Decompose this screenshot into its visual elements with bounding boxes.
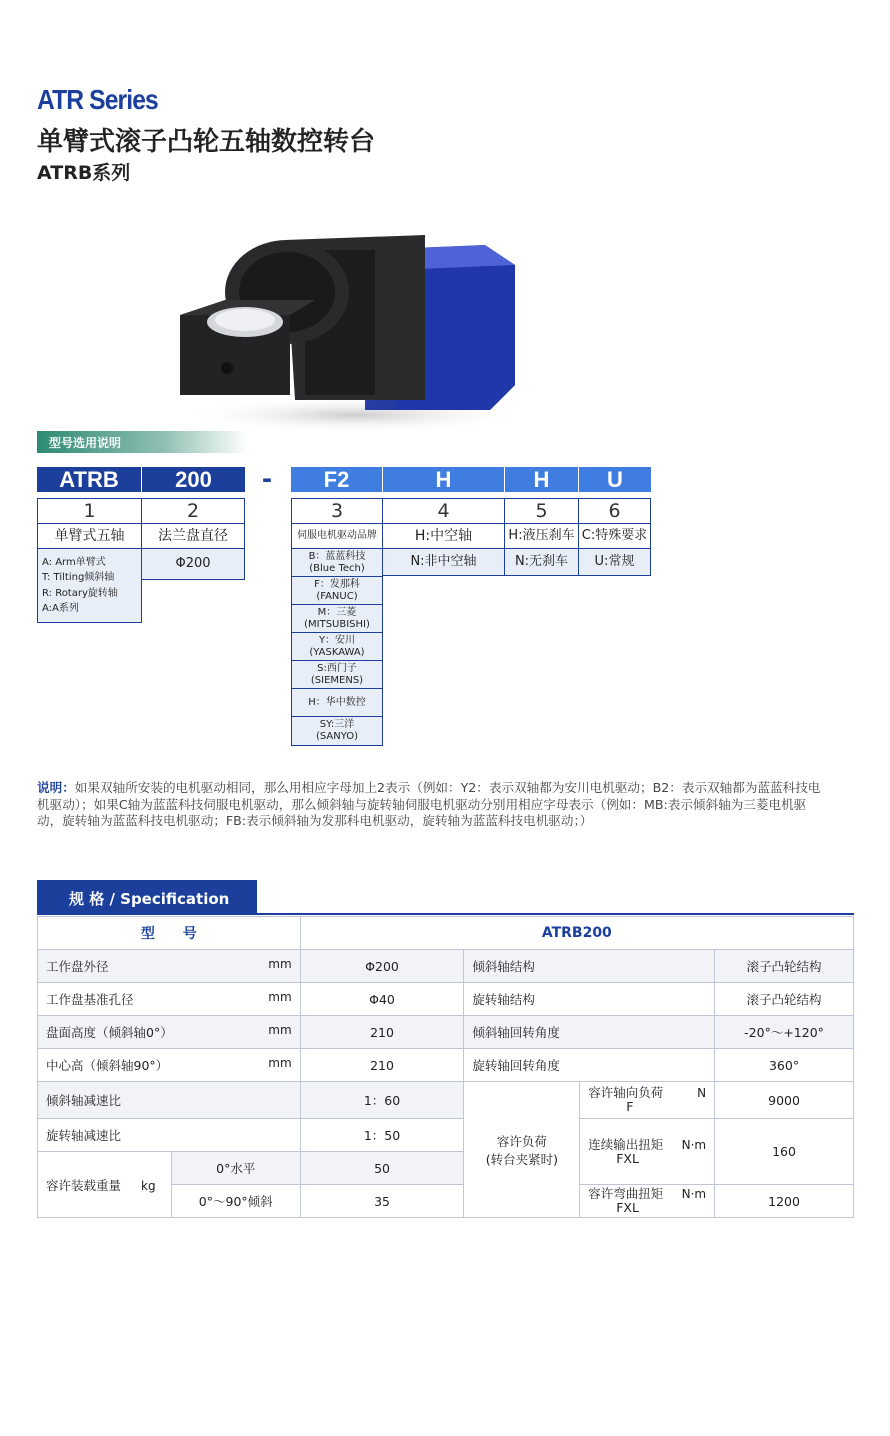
spec-value: 210 bbox=[300, 1016, 464, 1049]
spec-value-2: 360° bbox=[715, 1049, 854, 1082]
brand-mitsubishi bbox=[291, 604, 383, 633]
spec-name bbox=[38, 1016, 301, 1049]
model-label: 型 号 bbox=[38, 917, 301, 950]
position-3: 3 bbox=[291, 498, 383, 524]
load-unit: kg bbox=[141, 1178, 156, 1193]
note-text: 如果双轴所安装的电机驱动相同，那么用相应字母加上2表示（例如：Y2：表示双轴都为安川电机驱动；B2：表示双轴都为蓝蓝科技电机驱动）；如果C轴为蓝蓝科技伺服电机驱动，那么倾斜轴与旋转轴伺服电机驱动分别用相应字母表示（例如：MB:表示倾斜轴为三菱电机驱动，旋转轴为蓝蓝科技电机驱动；FB:表示倾斜轴为发那科电机驱动，旋转轴为蓝蓝科技电机驱动；） bbox=[37, 780, 821, 828]
col6-head: C:特殊要求 bbox=[578, 523, 651, 549]
col1-item: A:A系列 bbox=[42, 603, 79, 614]
col1-items bbox=[37, 548, 142, 623]
allow-item-value: 160 bbox=[715, 1119, 854, 1185]
brand-sanyo bbox=[291, 716, 383, 746]
spec-tab: 规 格 / Specification bbox=[37, 880, 257, 914]
allow-item-sym: FXL bbox=[616, 1200, 639, 1215]
product-image bbox=[165, 220, 530, 440]
load-h-label: 0°水平 bbox=[171, 1152, 300, 1185]
rot-ratio-name: 旋转轴减速比 bbox=[38, 1119, 301, 1152]
load-label: 容许装载重量 bbox=[46, 1177, 122, 1193]
position-4: 4 bbox=[382, 498, 505, 524]
allow-item-sym: F bbox=[626, 1099, 634, 1114]
spec-unit: mm bbox=[268, 1023, 292, 1037]
note-label: 说明： bbox=[37, 780, 75, 795]
spec-table bbox=[37, 916, 854, 1218]
table-row bbox=[38, 983, 854, 1016]
product-subtitle: ATRB系列 bbox=[37, 162, 131, 184]
model-value: ATRB200 bbox=[300, 917, 853, 950]
spec-label: 中心高（倾斜轴90°） bbox=[46, 1058, 169, 1073]
spec-name bbox=[38, 950, 301, 983]
spec-value-2: 滚子凸轮结构 bbox=[715, 950, 854, 983]
tilt-ratio-name: 倾斜轴减速比 bbox=[38, 1082, 301, 1119]
spec-unit: mm bbox=[268, 990, 292, 1004]
spec-name-2: 旋转轴回转角度 bbox=[464, 1049, 715, 1082]
code-f2: F2 bbox=[291, 467, 382, 492]
spec-value: Φ200 bbox=[300, 950, 464, 983]
series-title: ATR Series bbox=[37, 84, 158, 115]
code-h1: H bbox=[383, 467, 504, 492]
col2-value: Φ200 bbox=[141, 548, 245, 580]
spec-divider bbox=[37, 913, 854, 915]
brand-name: B：蓝蓝科技 bbox=[308, 550, 366, 562]
allow-item-unit: N bbox=[697, 1086, 707, 1100]
spec-value: Φ40 bbox=[300, 983, 464, 1016]
brand-blue-tech bbox=[291, 548, 383, 577]
allow-item-label: 连续输出扭矩 bbox=[588, 1136, 664, 1152]
spec-value-2: -20°～+120° bbox=[715, 1016, 854, 1049]
brand-en: (MITSUBISHI) bbox=[304, 618, 370, 630]
brand-en: (SANYO) bbox=[315, 731, 359, 742]
brand-en: (FANUC) bbox=[316, 590, 358, 602]
spec-label: 工作盘基准孔径 bbox=[46, 992, 134, 1007]
brand-en: (Blue Tech) bbox=[309, 562, 365, 574]
col2-head: 法兰盘直径 bbox=[141, 523, 245, 549]
brand-en: (YASKAWA) bbox=[309, 646, 365, 658]
code-u: U bbox=[579, 467, 651, 492]
spec-label: 工作盘外径 bbox=[46, 959, 109, 974]
brand-name: SY:三洋 bbox=[319, 719, 355, 730]
allow-item-value: 1200 bbox=[715, 1185, 854, 1218]
allow-item-unit: N·m bbox=[681, 1187, 707, 1201]
col1-head: 单臂式五轴 bbox=[37, 523, 142, 549]
brand-yaskawa bbox=[291, 632, 383, 661]
product-title: 单臂式滚子凸轮五轴数控转台 bbox=[37, 127, 376, 157]
allow-item-value: 9000 bbox=[715, 1082, 854, 1119]
load-t-value: 35 bbox=[300, 1185, 464, 1218]
table-row bbox=[38, 1049, 854, 1082]
col3-head: 伺服电机驱动品牌 bbox=[291, 523, 383, 549]
allow-item-sym: FXL bbox=[616, 1150, 639, 1166]
table-row bbox=[38, 1119, 854, 1152]
spec-name-2: 倾斜轴回转角度 bbox=[464, 1016, 715, 1049]
brand-en: (SIEMENS) bbox=[310, 674, 364, 686]
code-dash: - bbox=[262, 462, 272, 495]
code-h2: H bbox=[505, 467, 578, 492]
table-row bbox=[38, 1082, 854, 1119]
spec-name-2: 倾斜轴结构 bbox=[464, 950, 715, 983]
col4-value: N:非中空轴 bbox=[382, 548, 505, 576]
allow-item-label: 容许轴向负荷 bbox=[588, 1085, 664, 1100]
col1-item: T: Tilting倾斜轴 bbox=[42, 572, 115, 583]
col6-value: U:常规 bbox=[578, 548, 651, 576]
spec-unit: mm bbox=[268, 1056, 292, 1070]
brand-huazhong bbox=[291, 688, 383, 717]
col1-item: A: Arm单臂式 bbox=[42, 556, 106, 568]
rot-ratio-value: 1：50 bbox=[300, 1119, 464, 1152]
allow-load-sub: (转台夹紧时) bbox=[485, 1151, 558, 1167]
position-1: 1 bbox=[37, 498, 142, 524]
brand-name: S:西门子 bbox=[317, 662, 357, 674]
code-atrb: ATRB bbox=[37, 467, 141, 492]
spec-value-2: 滚子凸轮结构 bbox=[715, 983, 854, 1016]
brand-fanuc bbox=[291, 576, 383, 605]
col1-item: R: Rotary旋转轴 bbox=[42, 587, 118, 599]
load-t-label: 0°～90°倾斜 bbox=[171, 1185, 300, 1218]
selection-label: 型号选用说明 bbox=[37, 431, 247, 453]
allow-item-unit: N·m bbox=[681, 1137, 707, 1152]
position-5: 5 bbox=[504, 498, 579, 524]
spec-name bbox=[38, 983, 301, 1016]
spec-label: 盘面高度（倾斜轴0°） bbox=[46, 1025, 173, 1040]
brand-name: Y：安川 bbox=[318, 634, 356, 646]
allow-item-name bbox=[580, 1119, 715, 1185]
col5-head: H:液压刹车 bbox=[504, 523, 579, 549]
brand-name: F：发那科 bbox=[314, 578, 360, 590]
brand-siemens bbox=[291, 660, 383, 689]
col4-head: H:中空轴 bbox=[382, 523, 505, 549]
col5-value: N:无刹车 bbox=[504, 548, 579, 576]
tilt-ratio-value: 1：60 bbox=[300, 1082, 464, 1119]
table-row bbox=[38, 917, 854, 950]
load-name bbox=[38, 1152, 172, 1218]
allow-item-name bbox=[580, 1185, 715, 1218]
load-h-value: 50 bbox=[300, 1152, 464, 1185]
brand-name: H：华中数控 bbox=[308, 696, 366, 708]
code-200: 200 bbox=[142, 467, 245, 492]
spec-name-2: 旋转轴结构 bbox=[464, 983, 715, 1016]
note-paragraph bbox=[37, 780, 827, 830]
spec-name bbox=[38, 1049, 301, 1082]
spec-unit: mm bbox=[268, 957, 292, 971]
table-row bbox=[38, 950, 854, 983]
allow-load-label bbox=[464, 1082, 580, 1218]
brand-name: M：三菱 bbox=[317, 606, 357, 618]
spec-value: 210 bbox=[300, 1049, 464, 1082]
position-2: 2 bbox=[141, 498, 245, 524]
allow-item-label: 容许弯曲扭矩 bbox=[588, 1186, 664, 1201]
allow-item-name bbox=[580, 1082, 715, 1119]
table-row bbox=[38, 1016, 854, 1049]
allow-load-title: 容许负荷 bbox=[496, 1133, 547, 1149]
position-6: 6 bbox=[578, 498, 651, 524]
